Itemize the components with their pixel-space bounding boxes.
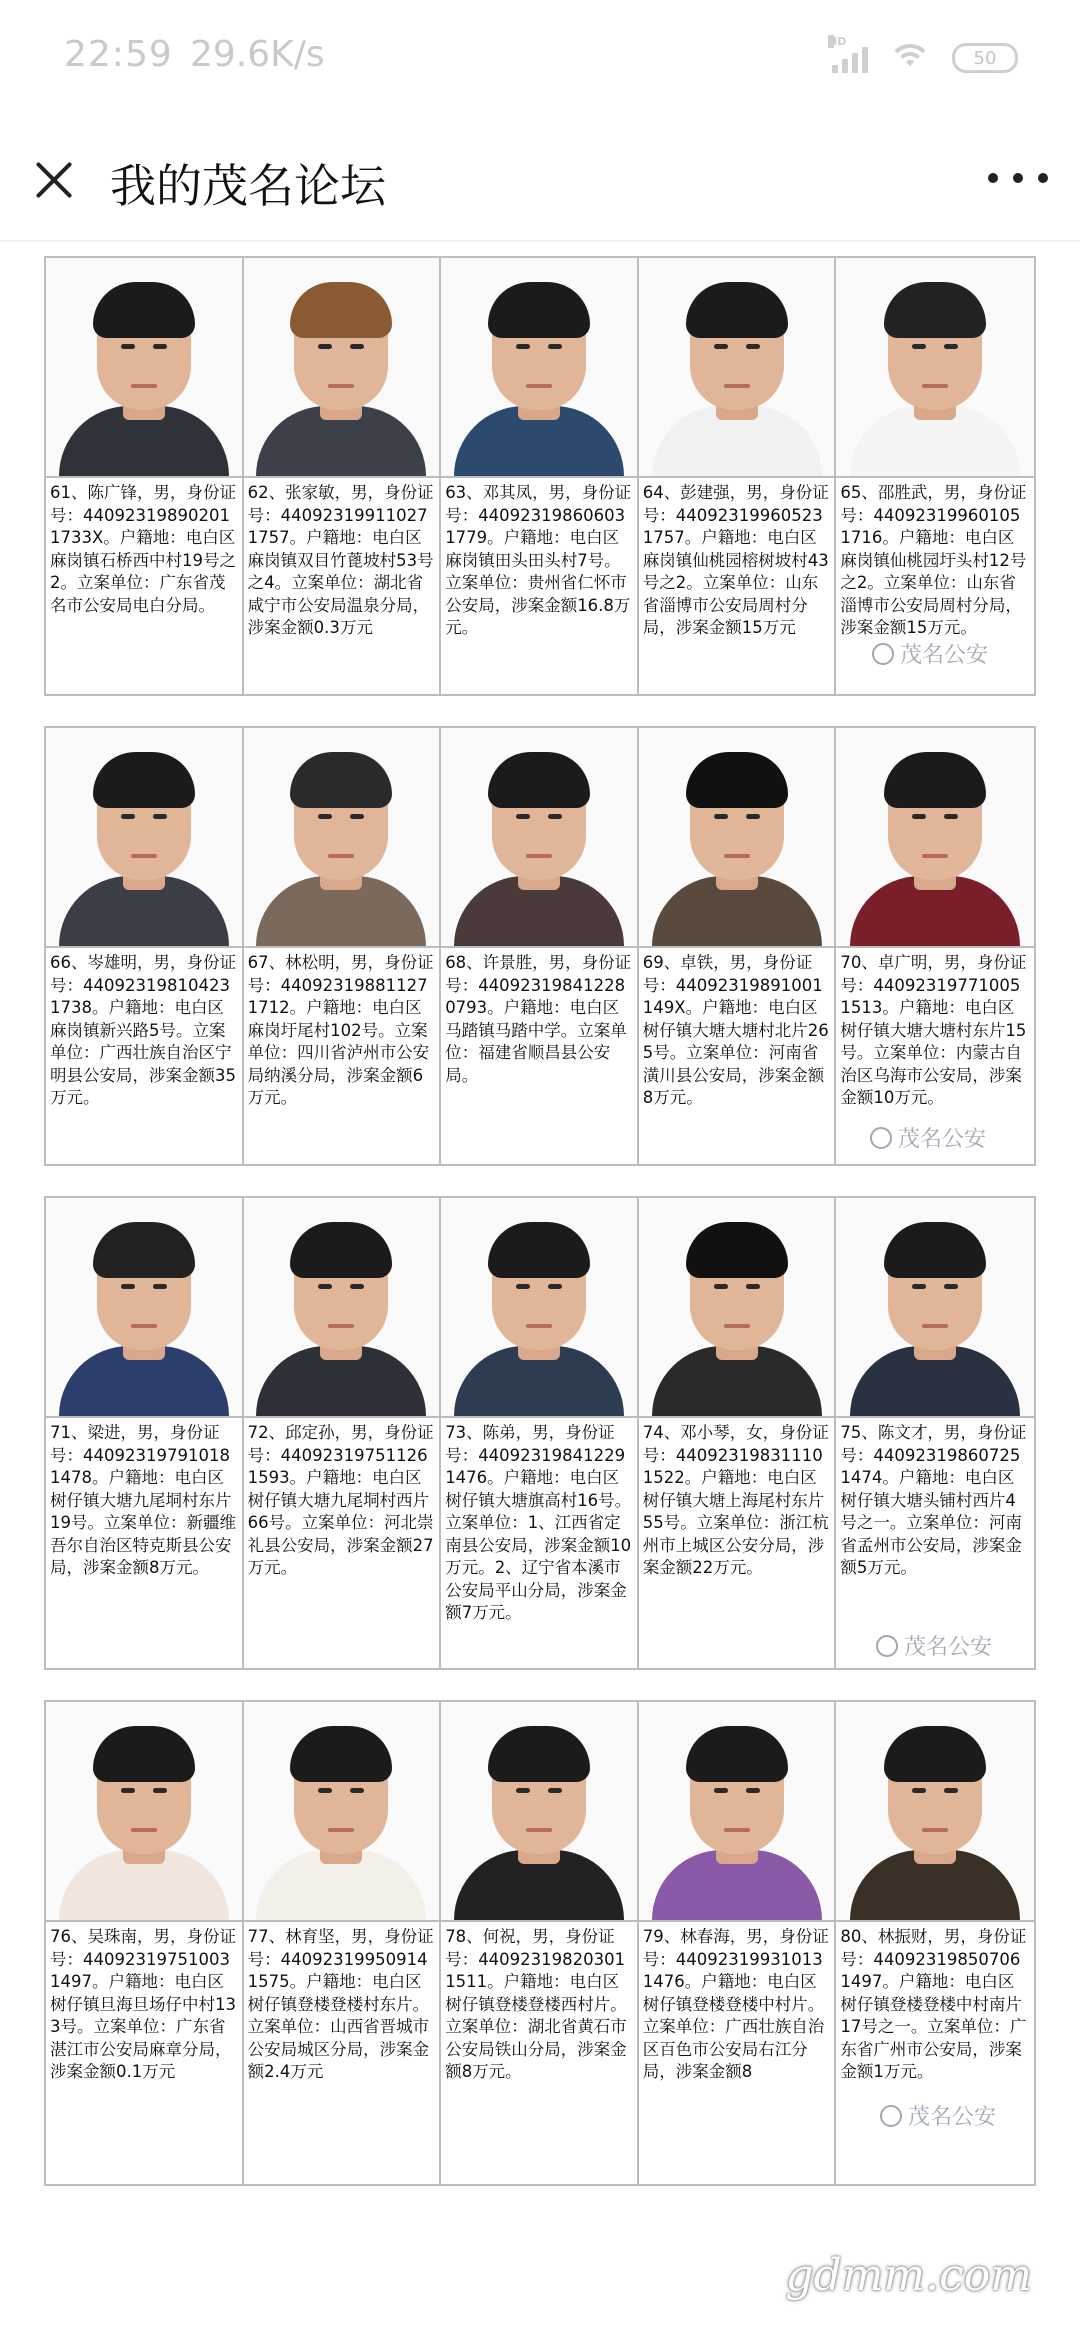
portrait-image	[850, 1216, 1020, 1416]
status-bar	[0, 0, 1080, 120]
person-photo[interactable]	[441, 258, 637, 478]
person-table-block	[44, 1700, 1036, 2186]
person-card	[441, 258, 639, 694]
person-info-text: 72、邱定孙，男，身份证号：440923197511261593。户籍地：电白区树仔镇大塘九尾垌村西片66号。立案单位：河北崇礼县公安局，涉案金额27万元。	[247, 1423, 434, 1577]
portrait-image	[256, 746, 426, 946]
person-card	[46, 1198, 244, 1668]
person-info-text: 62、张家敏，男，身份证号：440923199110271757。户籍地：电白区麻岗镇双目竹蓖坡村53号之4。立案单位：湖北省咸宁市公安局温泉分局，涉案金额0.3万元	[247, 483, 434, 637]
network-speed: 29.6K/s	[190, 34, 325, 75]
person-info-text: 71、梁进，男，身份证号：440923197910181478。户籍地：电白区树仔镇大塘九尾垌村东片19号。立案单位：新疆维吾尔自治区特克斯县公安局，涉案金额8万元。	[50, 1423, 236, 1577]
person-photo[interactable]	[46, 1198, 242, 1418]
person-card	[639, 1198, 837, 1668]
status-icons	[828, 35, 1018, 78]
person-card	[46, 258, 244, 694]
portrait-image	[59, 746, 229, 946]
portrait-image	[256, 1216, 426, 1416]
battery-icon: 50	[952, 43, 1018, 73]
person-photo[interactable]	[244, 1198, 440, 1418]
person-photo[interactable]	[244, 728, 440, 948]
person-photo[interactable]	[836, 728, 1034, 948]
person-card	[441, 1702, 639, 2184]
portrait-image	[652, 746, 822, 946]
person-info-text: 74、邓小琴，女，身份证号：440923198311101522。户籍地：电白区树仔镇大塘上海尾村东片55号。立案单位：浙江杭州市上城区公安分局，涉案金额22万元。	[642, 1423, 829, 1577]
article-content[interactable]	[44, 256, 1036, 2340]
person-info-text: 61、陈广锋，男，身份证号：440923198902011733X。户籍地：电白区麻岗镇石桥西中村19号之2。立案单位：广东省茂名市公安局电白分局。	[50, 483, 236, 615]
person-info-text: 65、邵胜武，男，身份证号：440923199601051716。户籍地：电白区麻岗镇仙桃园圩头村12号之2。立案单位：山东省淄博市公安局周村分局，涉案金额15万元。	[840, 483, 1027, 637]
portrait-image	[59, 1720, 229, 1920]
person-info-text: 78、何祝，男，身份证号：440923198203011511。户籍地：电白区树仔镇登楼登楼西村片。立案单位：湖北省黄石市公安局铁山分局，涉案金额8万元。	[445, 1927, 627, 2081]
person-info-text: 68、许景胜，男，身份证号：440923198412280793。户籍地：电白区马踏镇马踏中学。立案单位：福建省顺昌县公安局。	[445, 953, 632, 1085]
person-card	[244, 1198, 442, 1668]
more-menu-button[interactable]	[988, 168, 1048, 188]
person-card	[639, 1702, 837, 2184]
navigation-bar	[0, 120, 1080, 242]
person-card	[639, 258, 837, 694]
person-card	[441, 728, 639, 1164]
person-card	[639, 728, 837, 1164]
portrait-image	[256, 1720, 426, 1920]
person-info-text: 75、陈文才，男，身份证号：440923198607251474。户籍地：电白区树仔镇大塘头铺村西片4号之一。立案单位：河南省孟州市公安局，涉案金额5万元。	[840, 1423, 1027, 1577]
portrait-image	[454, 1216, 624, 1416]
page-title: 我的茂名论坛	[110, 159, 386, 213]
person-table-block	[44, 726, 1036, 1166]
person-card	[244, 1702, 442, 2184]
person-info-text: 79、林春海，男，身份证号：440923199310131476。户籍地：电白区树仔镇登楼登楼中村片。立案单位：广西壮族自治区百色市公安局右江分局，涉案金额8	[642, 1927, 829, 2081]
watermark-logo: 茂名公安	[870, 1122, 986, 1153]
person-photo[interactable]	[639, 1198, 835, 1418]
watermark-logo: 茂名公安	[880, 2100, 996, 2131]
person-info-text: 76、吴珠南，男，身份证号：440923197510031497。户籍地：电白区树仔镇旦海旦场仔中村133号。立案单位：广东省湛江市公安局麻章分局，涉案金额0.1万元	[50, 1927, 236, 2081]
portrait-image	[454, 1720, 624, 1920]
person-card	[46, 728, 244, 1164]
person-info-text: 73、陈弟，男，身份证号：440923198412291476。户籍地：电白区树仔镇大塘旗高村16号。立案单位：1、江西省定南县公安局，涉案金额10万元。2、辽宁省本溪市公安局平山分局，涉案金额7万元。	[445, 1423, 632, 1622]
person-photo[interactable]	[441, 1702, 637, 1922]
person-card	[244, 728, 442, 1164]
person-photo[interactable]	[639, 258, 835, 478]
person-photo[interactable]	[244, 1702, 440, 1922]
person-card	[836, 1702, 1034, 2184]
person-info-text: 70、卓广明，男，身份证号：440923197710051513。户籍地：电白区树仔镇大塘大塘村东片15号。立案单位：内蒙古自治区乌海市公安局，涉案金额10万元。	[840, 953, 1027, 1107]
person-photo[interactable]	[836, 1702, 1034, 1922]
portrait-image	[850, 1720, 1020, 1920]
person-photo[interactable]	[441, 1198, 637, 1418]
person-card	[836, 728, 1034, 1164]
portrait-image	[454, 746, 624, 946]
watermark-logo: 茂名公安	[872, 638, 988, 669]
portrait-image	[850, 276, 1020, 476]
person-photo[interactable]	[836, 258, 1034, 478]
person-photo[interactable]	[46, 1702, 242, 1922]
person-card	[46, 1702, 244, 2184]
portrait-image	[652, 1720, 822, 1920]
person-photo[interactable]	[836, 1198, 1034, 1418]
person-info-text: 63、邓其凤，男，身份证号：440923198606031779。户籍地：电白区麻岗镇田头田头村7号。立案单位：贵州省仁怀市公安局，涉案金额16.8万元。	[445, 483, 632, 637]
portrait-image	[652, 1216, 822, 1416]
person-card	[441, 1198, 639, 1668]
person-card	[836, 258, 1034, 694]
person-photo[interactable]	[46, 258, 242, 478]
person-table-block	[44, 256, 1036, 696]
person-info-text: 66、岑雄明，男，身份证号：440923198104231738。户籍地：电白区麻岗镇新兴路5号。立案单位：广西壮族自治区宁明县公安局，涉案金额35万元。	[50, 953, 236, 1107]
site-watermark: gdmm.com	[785, 2250, 1032, 2301]
person-card	[836, 1198, 1034, 1668]
watermark-logo: 茂名公安	[876, 1630, 992, 1661]
person-card	[244, 258, 442, 694]
person-info-text: 69、卓铁，男，身份证号：44092319891001149X。户籍地：电白区树仔镇大塘大塘村北片265号。立案单位：河南省潢川县公安局，涉案金额8万元。	[642, 953, 829, 1107]
close-button[interactable]	[26, 152, 82, 208]
portrait-image	[59, 276, 229, 476]
person-photo[interactable]	[639, 1702, 835, 1922]
person-info-text: 77、林育坚，男，身份证号：440923199509141575。户籍地：电白区树仔镇登楼登楼村东片。立案单位：山西省晋城市公安局城区分局，涉案金额2.4万元	[247, 1927, 434, 2081]
person-info-text: 67、林松明，男，身份证号：440923198811271712。户籍地：电白区麻岗圩尾村102号。立案单位：四川省泸州市公安局纳溪分局，涉案金额6万元。	[247, 953, 434, 1107]
portrait-image	[850, 746, 1020, 946]
person-photo[interactable]	[441, 728, 637, 948]
person-info-text: 80、林振财，男，身份证号：440923198507061497。户籍地：电白区树仔镇登楼登楼中村南片17号之一。立案单位：广东省广州市公安局，涉案金额1万元。	[840, 1927, 1027, 2081]
portrait-image	[59, 1216, 229, 1416]
person-photo[interactable]	[639, 728, 835, 948]
status-time: 22:59	[64, 34, 173, 75]
person-photo[interactable]	[46, 728, 242, 948]
hd-label: HD	[828, 35, 847, 48]
person-table-block	[44, 1196, 1036, 1670]
portrait-image	[454, 276, 624, 476]
person-photo[interactable]	[244, 258, 440, 478]
signal-icon	[828, 35, 868, 73]
person-info-text: 64、彭建强，男，身份证号：440923199605231757。户籍地：电白区麻岗镇仙桃园榕树坡村43号之2。立案单位：山东省淄博市公安局周村分局，涉案金额15万元	[642, 483, 829, 637]
wifi-icon	[888, 42, 932, 74]
portrait-image	[256, 276, 426, 476]
portrait-image	[652, 276, 822, 476]
